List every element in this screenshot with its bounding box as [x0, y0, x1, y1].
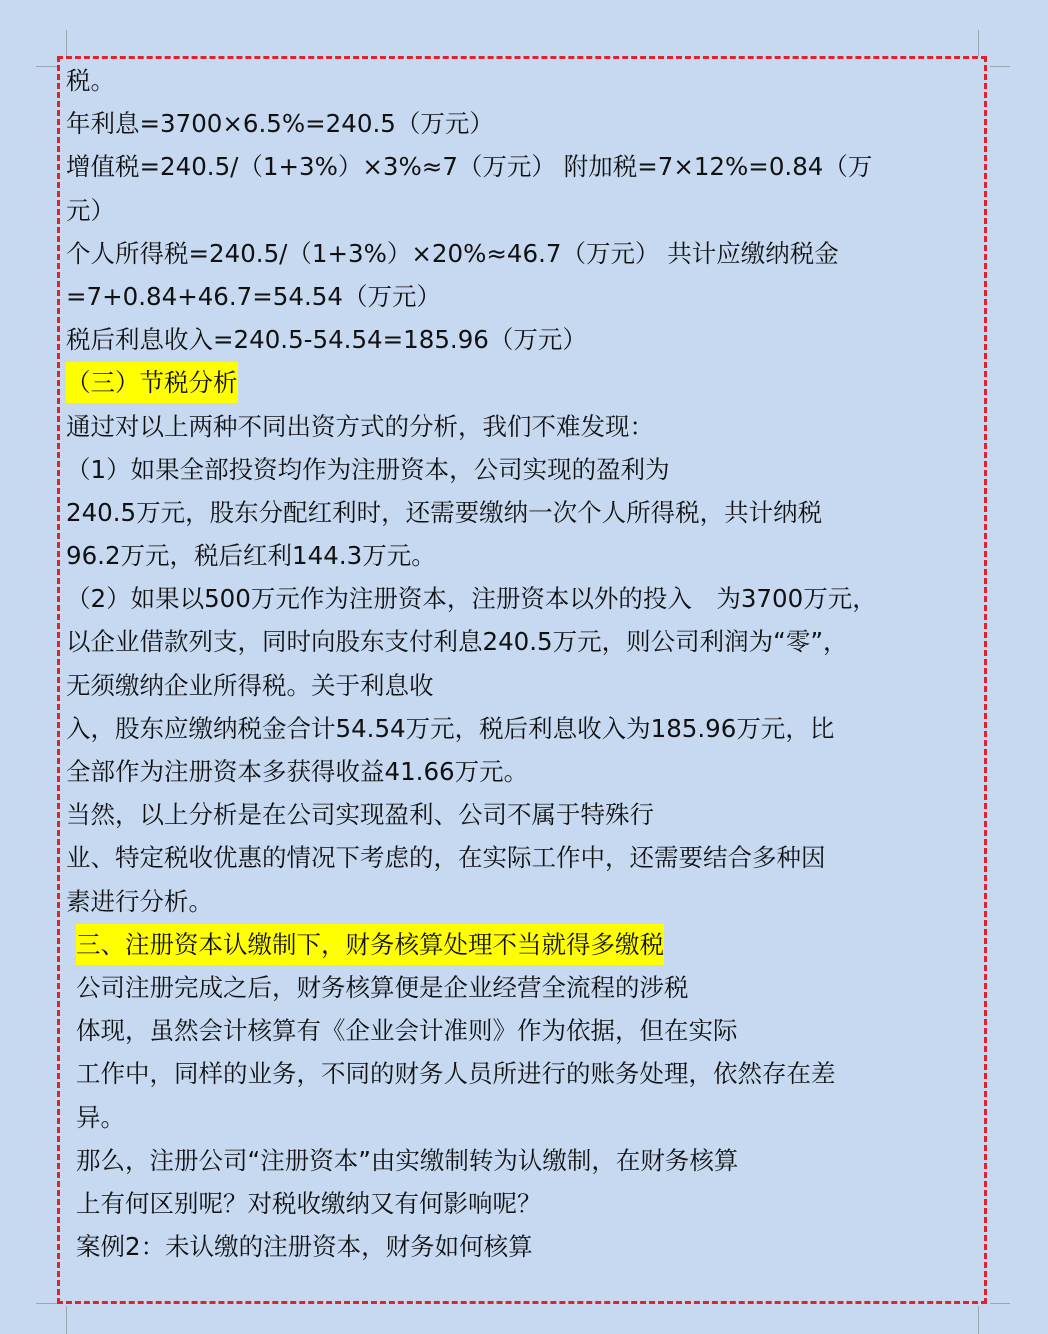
text-line: 240.5万元，股东分配红利时，还需要缴纳一次个人所得税，共计纳税 [66, 497, 823, 527]
text-line: 年利息=3700×6.5%=240.5（万元） [66, 109, 494, 139]
crop-mark [66, 1306, 67, 1334]
document-body [66, 59, 966, 1268]
text-line: 96.2万元，税后红利144.3万元。 [66, 541, 436, 571]
crop-mark [990, 1303, 1010, 1304]
text-line: 异。 [76, 1102, 125, 1132]
text-line: 上有何区别呢？对税收缴纳又有何影响呢？ [76, 1188, 542, 1218]
text-line: 当然，以上分析是在公司实现盈利、公司不属于特殊行 [66, 800, 654, 830]
text-line: 税后利息收入=240.5-54.54=185.96（万元） [66, 325, 587, 355]
text-line: 个人所得税=240.5/（1+3%）×20%≈46.7（万元） 共计应缴纳税金 [66, 238, 839, 268]
crop-mark [978, 1306, 979, 1334]
section-heading-registered-capital: 三、注册资本认缴制下，财务核算处理不当就得多缴税 [76, 924, 664, 965]
text-line: 以企业借款列支，同时向股东支付利息240.5万元，则公司利润为“零”， [66, 627, 848, 657]
text-line: 全部作为注册资本多获得收益41.66万元。 [66, 757, 529, 786]
text-line: 增值税=240.5/（1+3%）×3%≈7（万元） 附加税=7×12%=0.84（万 [66, 152, 873, 182]
text-line: 体现，虽然会计核算有《企业会计准则》作为依据，但在实际 [76, 1016, 738, 1046]
text-line: （1）如果全部投资均作为注册资本，公司实现的盈利为 [66, 454, 670, 484]
text-line: 工作中，同样的业务，不同的财务人员所进行的账务处理，依然存在差 [76, 1059, 836, 1089]
text-line: 素进行分析。 [66, 886, 213, 916]
text-line: 入，股东应缴纳税金合计54.54万元，税后利息收入为185.96万元，比 [66, 713, 835, 743]
text-line: （2）如果以500万元作为注册资本，注册资本以外的投入 为3700万元， [66, 584, 877, 614]
text-line: 无须缴纳企业所得税。关于利息收 [66, 670, 434, 700]
crop-mark [36, 1303, 57, 1304]
section-heading-line [66, 361, 966, 404]
text-line: 案例2：未认缴的注册资本，财务如何核算 [76, 1232, 533, 1262]
crop-mark [66, 30, 67, 56]
text-line: 元） [66, 195, 115, 225]
text-line: 业、特定税收优惠的情况下考虑的，在实际工作中，还需要结合多种因 [66, 843, 826, 873]
section-heading-line [66, 923, 966, 966]
crop-mark [978, 30, 979, 56]
text-line: 税。 [66, 66, 115, 95]
text-line: 公司注册完成之后，财务核算便是企业经营全流程的涉税 [76, 972, 689, 1002]
text-line: 那么，注册公司“注册资本”由实缴制转为认缴制，在财务核算 [76, 1145, 739, 1175]
text-line: =7+0.84+46.7=54.54（万元） [66, 281, 441, 311]
text-line: 通过对以上两种不同出资方式的分析，我们不难发现： [66, 411, 654, 441]
crop-mark [990, 66, 1010, 67]
section-heading-tax-saving: （三）节税分析 [66, 362, 238, 403]
crop-mark [36, 66, 57, 67]
